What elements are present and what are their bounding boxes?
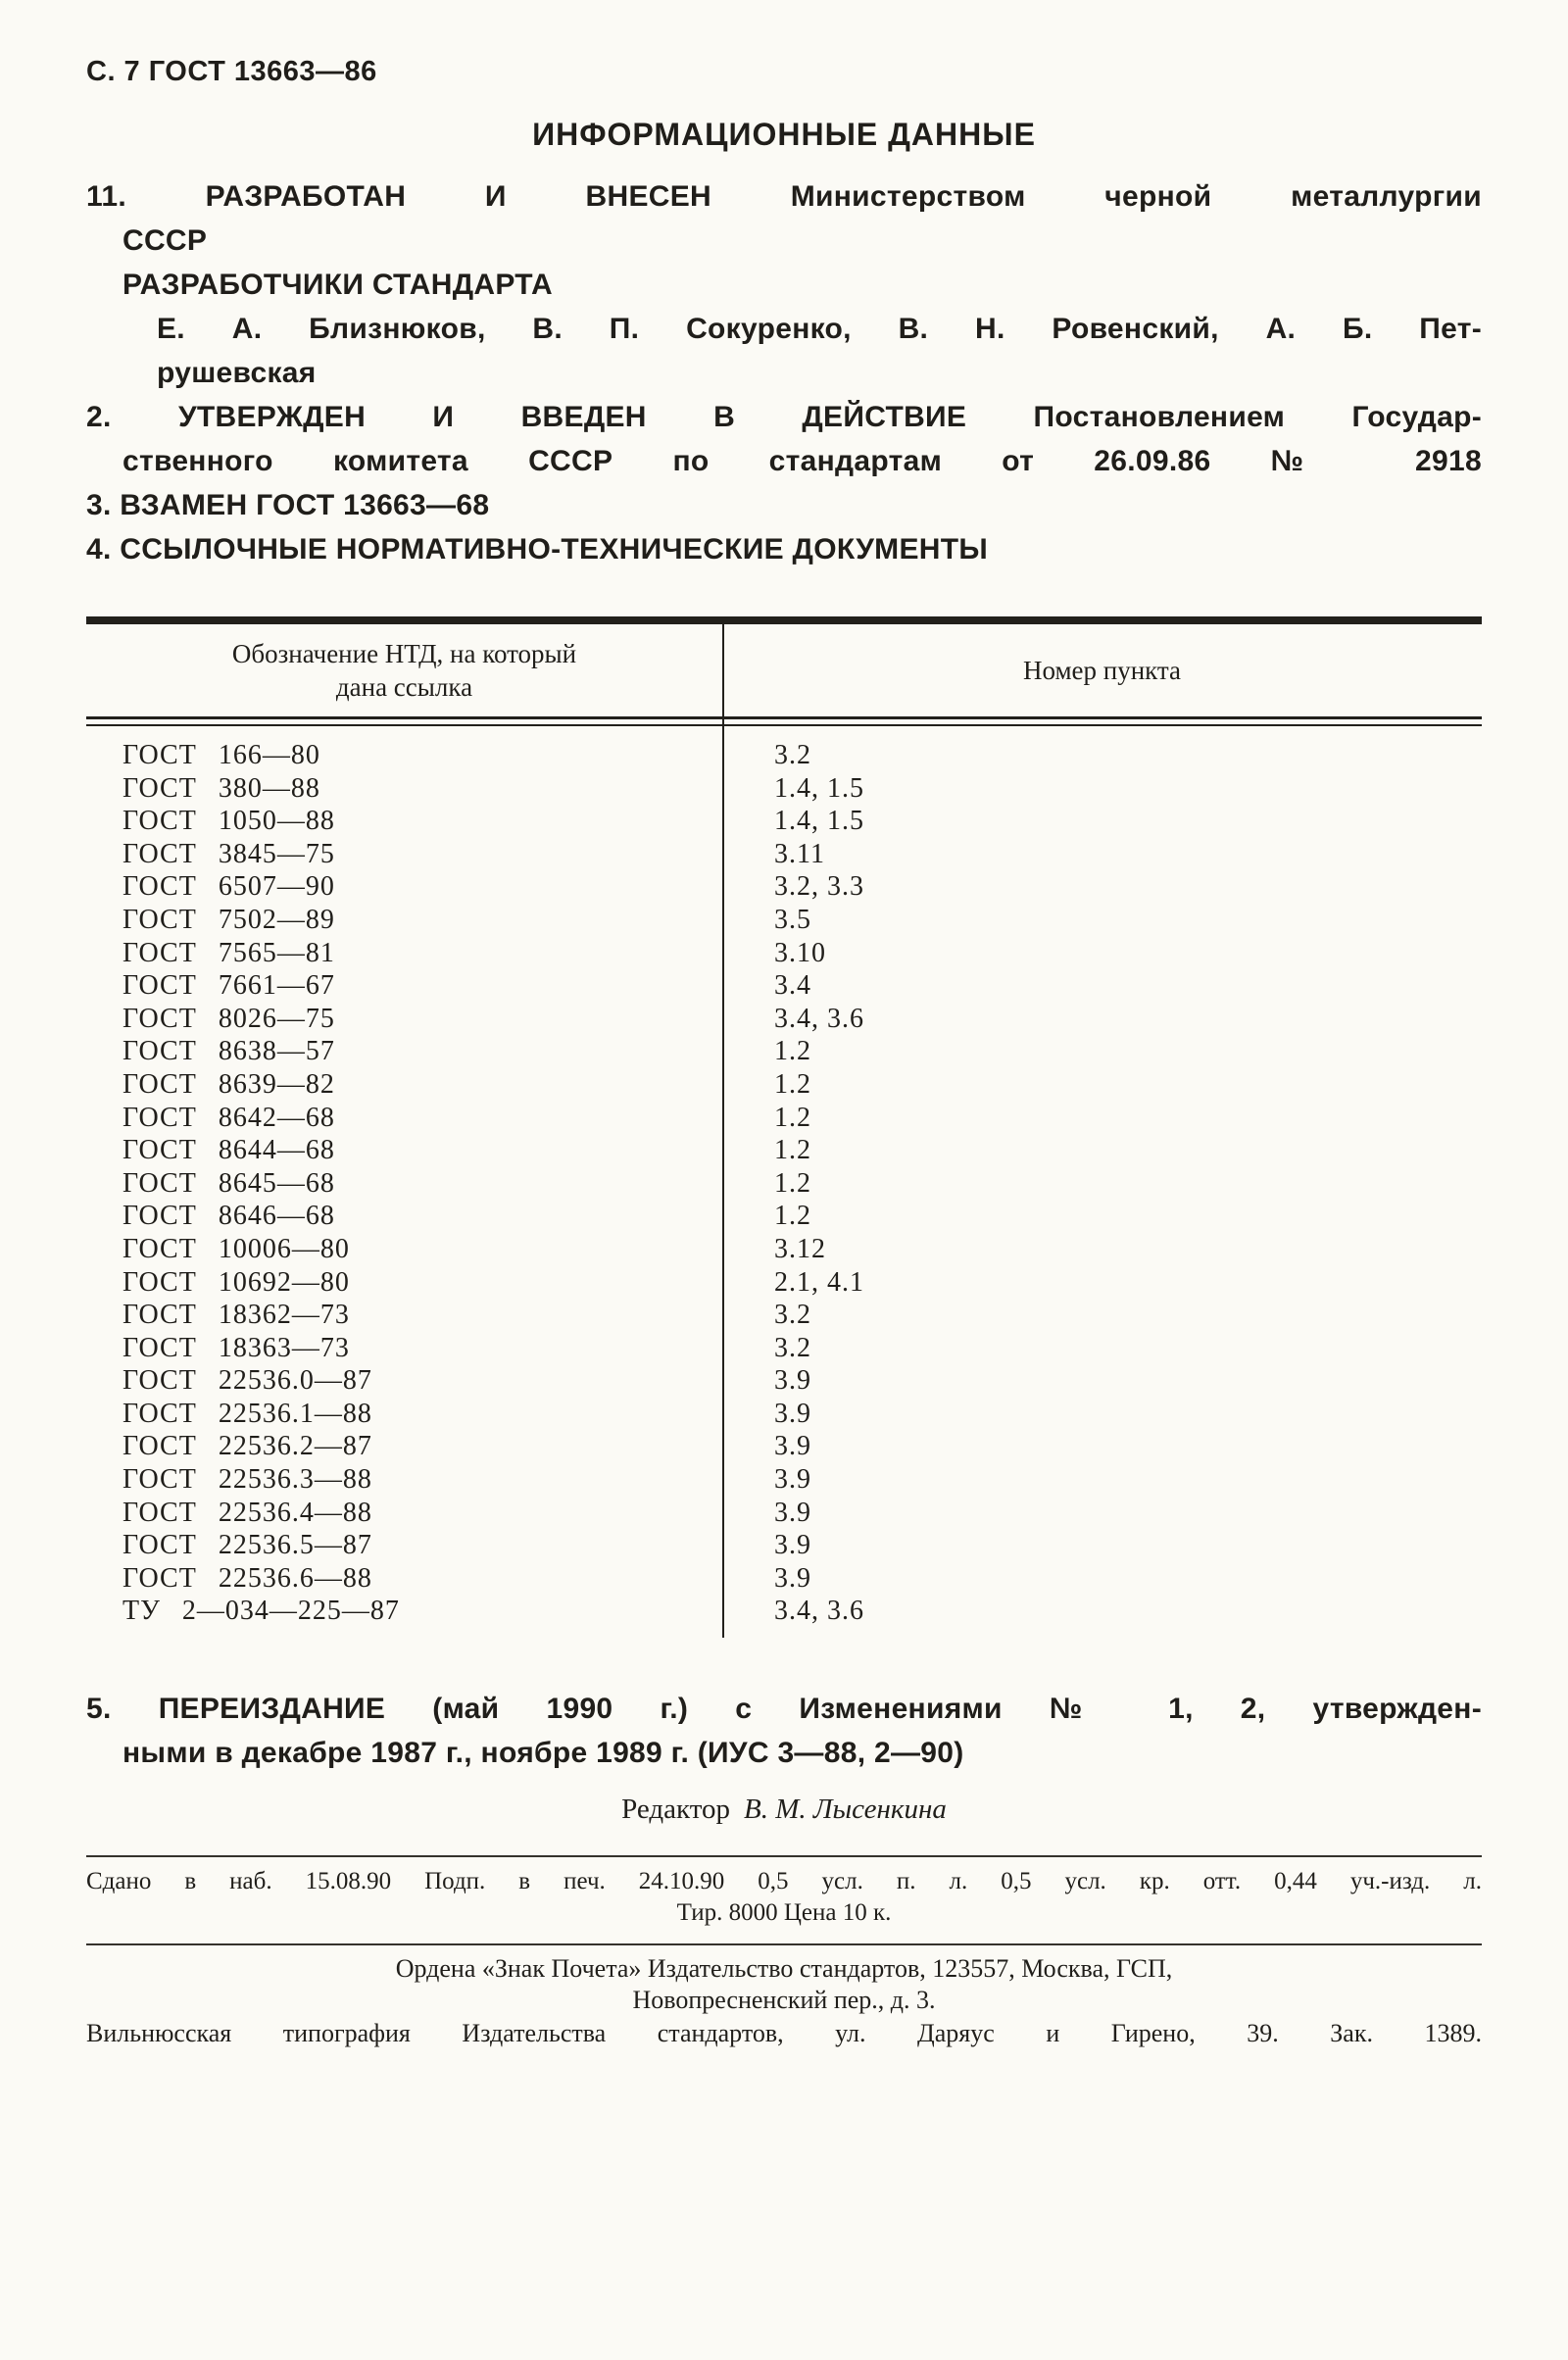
table-row bbox=[86, 1497, 1482, 1530]
ntd-ref-cell: ГОСТ 22536.3—88 bbox=[122, 1464, 372, 1496]
imprint-line-1: Сдано в наб. 15.08.90 Подп. в печ. 24.10.90 0,5 усл. п. л. 0,5 усл. кр. отт. 0,44 уч.-изд. л. bbox=[86, 1868, 1482, 1895]
table-row bbox=[86, 739, 1482, 772]
item2-line1: 2. УТВЕРЖДЕН И ВВЕДЕН В ДЕЙСТВИЕ Постановлением Государ- bbox=[86, 401, 1482, 433]
ntd-ref-cell: ГОСТ 22536.4—88 bbox=[122, 1497, 372, 1528]
clause-cell: 3.9 bbox=[774, 1562, 811, 1594]
ntd-ref-cell: ТУ 2—034—225—87 bbox=[122, 1596, 400, 1627]
publisher-line-2: Новопресненский пер., д. 3. bbox=[632, 1986, 936, 2015]
ntd-ref-cell: ГОСТ 10006—80 bbox=[122, 1233, 350, 1264]
developers-names-line2: рушевская bbox=[157, 357, 317, 389]
clause-cell: 1.2 bbox=[774, 1036, 811, 1067]
item5-line1: 5. ПЕРЕИЗДАНИЕ (май 1990 г.) с Изменениями № 1, 2, утвержден- bbox=[86, 1693, 1482, 1726]
imprint-rule-top bbox=[86, 1855, 1482, 1857]
ntd-ref-cell: ГОСТ 18362—73 bbox=[122, 1300, 350, 1331]
clause-cell: 1.4, 1.5 bbox=[774, 806, 864, 837]
table-row bbox=[86, 805, 1482, 838]
clause-cell: 2.1, 4.1 bbox=[774, 1266, 864, 1298]
clause-cell: 1.2 bbox=[774, 1135, 811, 1166]
reissue-section bbox=[86, 1687, 1482, 1775]
ntd-ref-cell: ГОСТ 22536.1—88 bbox=[122, 1398, 372, 1429]
ntd-ref-cell: ГОСТ 22536.5—87 bbox=[122, 1530, 372, 1561]
table-row bbox=[86, 1299, 1482, 1332]
ntd-ref-cell: ГОСТ 7661—67 bbox=[122, 970, 335, 1002]
table-header-separator bbox=[86, 716, 1482, 726]
ntd-ref-cell: ГОСТ 8645—68 bbox=[122, 1167, 335, 1199]
ntd-ref-cell: ГОСТ 8638—57 bbox=[122, 1036, 335, 1067]
clause-cell: 3.2 bbox=[774, 740, 811, 770]
table-row bbox=[86, 1003, 1482, 1036]
table-header-row bbox=[86, 624, 1482, 716]
clause-cell: 3.10 bbox=[774, 937, 826, 968]
clause-cell: 1.2 bbox=[774, 1102, 811, 1133]
table-row bbox=[86, 937, 1482, 970]
clause-cell: 1.2 bbox=[774, 1201, 811, 1232]
clause-cell: 3.9 bbox=[774, 1431, 811, 1462]
ntd-ref-cell: ГОСТ 22536.6—88 bbox=[122, 1562, 372, 1594]
imprint-line-2: Тир. 8000 Цена 10 к. bbox=[676, 1899, 892, 1927]
ntd-ref-cell: ГОСТ 8639—82 bbox=[122, 1068, 335, 1100]
ntd-ref-cell: ГОСТ 10692—80 bbox=[122, 1266, 350, 1298]
table-row bbox=[86, 969, 1482, 1003]
item2-line2: ственного комитета СССР по стандартам от 26.09.86 № 2918 bbox=[122, 445, 1482, 477]
clause-cell: 3.12 bbox=[774, 1233, 826, 1264]
clause-cell: 3.4, 3.6 bbox=[774, 1596, 864, 1627]
ntd-ref-cell: ГОСТ 8646—68 bbox=[122, 1201, 335, 1232]
ntd-ref-cell: ГОСТ 7502—89 bbox=[122, 904, 335, 935]
clause-cell: 3.2 bbox=[774, 1300, 811, 1331]
table-row bbox=[86, 1068, 1482, 1102]
document-title: ИНФОРМАЦИОННЫЕ ДАННЫЕ bbox=[532, 117, 1036, 152]
printer-line: Вильнюсская типография Издательства стандартов, ул. Даряус и Гирено, 39. Зак. 1389. bbox=[86, 2019, 1482, 2048]
clause-cell: 1.2 bbox=[774, 1167, 811, 1199]
page-content bbox=[0, 55, 1568, 2049]
clause-cell: 3.11 bbox=[774, 838, 825, 869]
column-header-ntd-line1: Обозначение НТД, на который bbox=[231, 639, 577, 668]
table-top-border bbox=[86, 616, 1482, 624]
editor-name: В. М. Лысенкина bbox=[744, 1794, 947, 1826]
ntd-ref-cell: ГОСТ 166—80 bbox=[122, 740, 320, 770]
table-row bbox=[86, 772, 1482, 806]
clause-cell: 3.2 bbox=[774, 1332, 811, 1363]
table-row bbox=[86, 1332, 1482, 1365]
clause-cell: 3.4 bbox=[774, 970, 811, 1002]
table-row bbox=[86, 870, 1482, 904]
editor-label: Редактор bbox=[621, 1794, 730, 1826]
developers-heading: РАЗРАБОТЧИКИ СТАНДАРТА bbox=[122, 269, 553, 301]
ntd-ref-cell: ГОСТ 380—88 bbox=[122, 772, 320, 804]
table-row bbox=[86, 1398, 1482, 1431]
ntd-ref-cell: ГОСТ 22536.2—87 bbox=[122, 1431, 372, 1462]
table-row bbox=[86, 1233, 1482, 1266]
ntd-ref-cell: ГОСТ 6507—90 bbox=[122, 871, 335, 903]
table-row bbox=[86, 1364, 1482, 1398]
informational-items bbox=[86, 174, 1482, 571]
table-row bbox=[86, 1134, 1482, 1167]
clause-cell: 3.5 bbox=[774, 904, 811, 935]
clause-cell: 3.9 bbox=[774, 1497, 811, 1528]
developers-names-line1: Е. А. Близнюков, В. П. Сокуренко, В. Н. Ровенский, А. Б. Пет- bbox=[157, 313, 1482, 345]
table-row bbox=[86, 1562, 1482, 1596]
clause-cell: 1.2 bbox=[774, 1068, 811, 1100]
clause-cell: 3.4, 3.6 bbox=[774, 1003, 864, 1034]
ntd-ref-cell: ГОСТ 22536.0—87 bbox=[122, 1365, 372, 1397]
editor-line bbox=[86, 1793, 1482, 1826]
imprint-rule-bottom bbox=[86, 1943, 1482, 1945]
ntd-ref-cell: ГОСТ 1050—88 bbox=[122, 806, 335, 837]
publisher-line-1: Ордена «Знак Почета» Издательство стандартов, 123557, Москва, ГСП, bbox=[395, 1954, 1173, 1984]
table-row bbox=[86, 1102, 1482, 1135]
item5-line2: ными в декабре 1987 г., ноябре 1989 г. (ИУС 3—88, 2—90) bbox=[122, 1737, 964, 1770]
page-header: С. 7 ГОСТ 13663—86 bbox=[86, 56, 377, 87]
table-row bbox=[86, 1200, 1482, 1233]
table-row bbox=[86, 904, 1482, 937]
column-header-clause: Номер пункта bbox=[1022, 656, 1182, 685]
ntd-ref-cell: ГОСТ 8026—75 bbox=[122, 1003, 335, 1034]
table-row bbox=[86, 1430, 1482, 1463]
ntd-ref-cell: ГОСТ 8644—68 bbox=[122, 1135, 335, 1166]
clause-cell: 3.9 bbox=[774, 1464, 811, 1496]
table-row bbox=[86, 1266, 1482, 1300]
column-header-ntd-line2: дана ссылка bbox=[335, 672, 473, 702]
references-table bbox=[86, 616, 1482, 1638]
clause-cell: 3.2, 3.3 bbox=[774, 871, 864, 903]
item3-line: 3. ВЗАМЕН ГОСТ 13663—68 bbox=[86, 489, 490, 521]
table-row bbox=[86, 838, 1482, 871]
ntd-ref-cell: ГОСТ 18363—73 bbox=[122, 1332, 350, 1363]
table-row bbox=[86, 1529, 1482, 1562]
clause-cell: 3.9 bbox=[774, 1530, 811, 1561]
table-row bbox=[86, 1167, 1482, 1201]
column-header-ntd bbox=[86, 637, 722, 704]
clause-cell: 3.9 bbox=[774, 1398, 811, 1429]
table-row bbox=[86, 1595, 1482, 1628]
clause-cell: 3.9 bbox=[774, 1365, 811, 1397]
clause-cell: 1.4, 1.5 bbox=[774, 772, 864, 804]
table-column-divider bbox=[722, 616, 724, 1638]
table-row bbox=[86, 1035, 1482, 1068]
ntd-ref-cell: ГОСТ 7565—81 bbox=[122, 937, 335, 968]
ntd-table-body bbox=[86, 726, 1482, 1638]
table-row bbox=[86, 1463, 1482, 1497]
item1-line1: 11. РАЗРАБОТАН И ВНЕСЕН Министерством черной металлургии bbox=[86, 180, 1482, 213]
item4-line: 4. ССЫЛОЧНЫЕ НОРМАТИВНО-ТЕХНИЧЕСКИЕ ДОКУМЕНТЫ bbox=[86, 533, 989, 565]
ntd-ref-cell: ГОСТ 8642—68 bbox=[122, 1102, 335, 1133]
item1-line2: СССР bbox=[122, 224, 208, 257]
ntd-ref-cell: ГОСТ 3845—75 bbox=[122, 838, 335, 869]
